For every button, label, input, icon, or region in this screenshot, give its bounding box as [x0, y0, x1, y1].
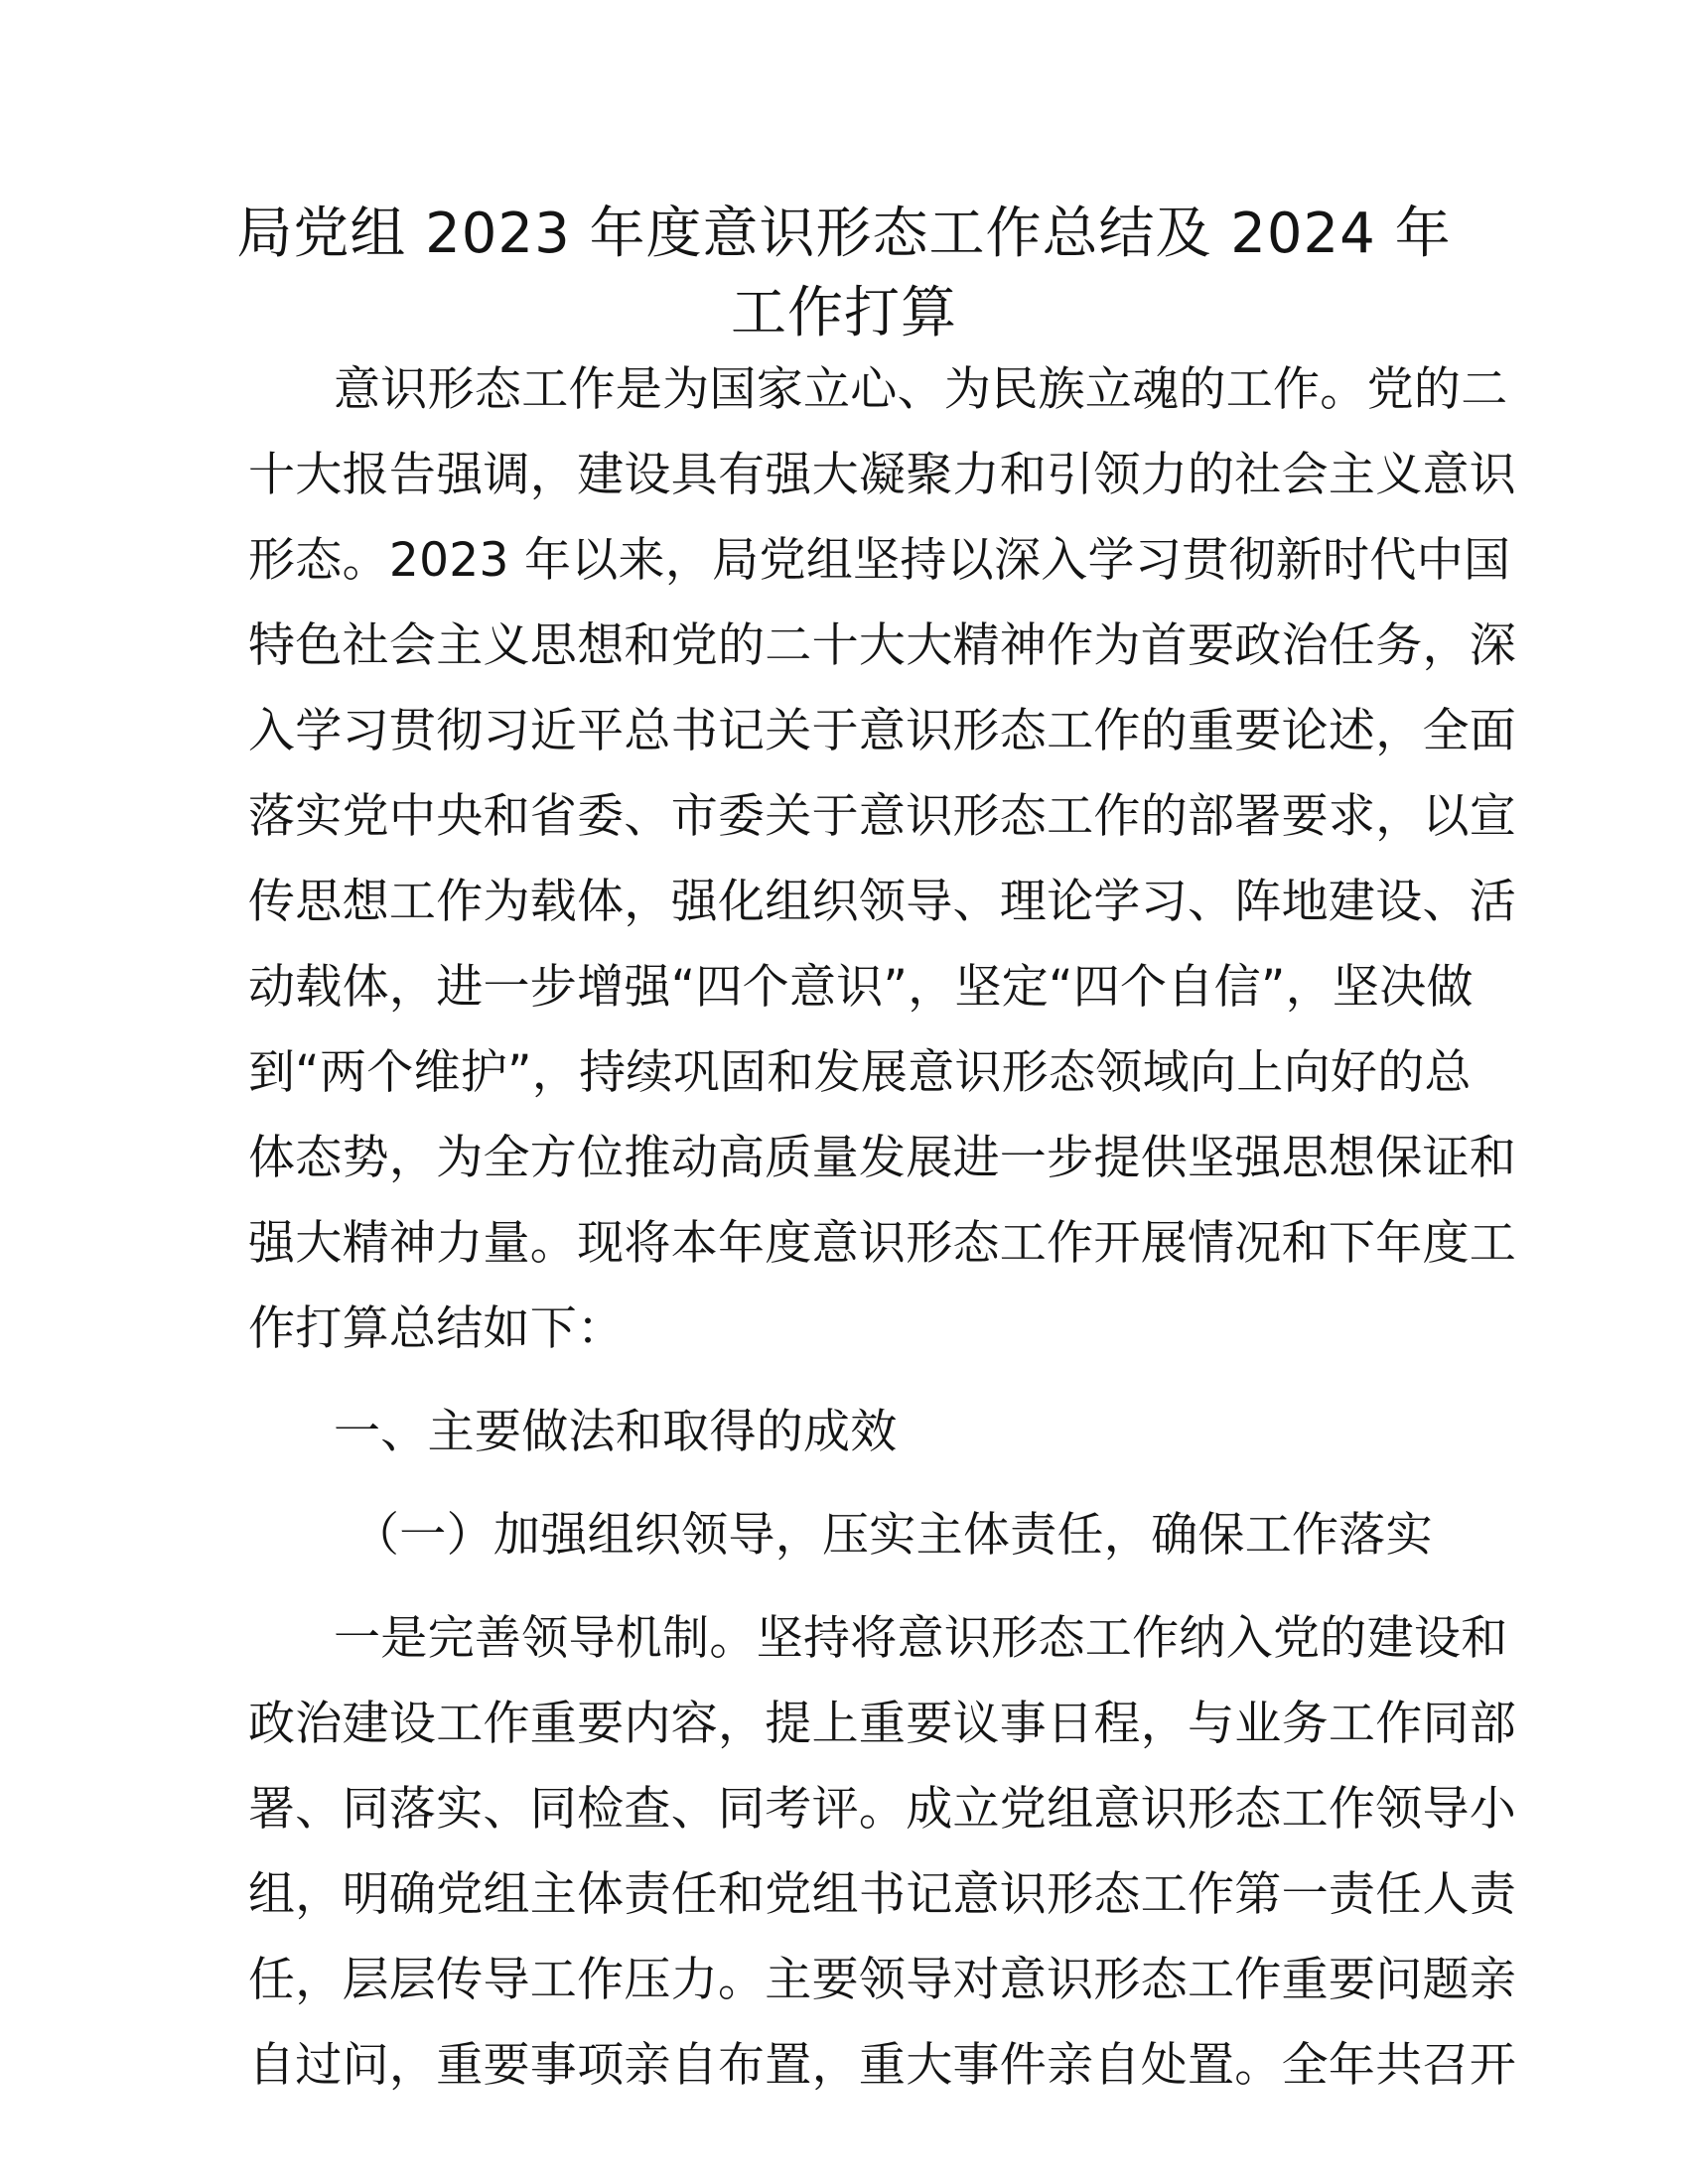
paragraph-line: 形态。2023 年以来，局党组坚持以深入学习贯彻新时代中国	[248, 533, 1511, 588]
paragraph-line: 动载体，进一步增强“四个意识”，坚定“四个自信”，坚决做	[248, 960, 1474, 1015]
section-heading: 一、主要做法和取得的成效	[334, 1405, 898, 1459]
intro-paragraph	[248, 347, 1517, 1372]
paragraph-line: 一是完善领导机制。坚持将意识形态工作纳入党的建设和	[334, 1611, 1508, 1666]
paragraph-line: 十大报告强调，建设具有强大凝聚力和引领力的社会主义意识	[248, 448, 1517, 502]
title-line-2: 工作打算	[731, 281, 957, 345]
paragraph-line: 强大精神力量。现将本年度意识形态工作开展情况和下年度工	[248, 1216, 1517, 1271]
paragraph-line: 政治建设工作重要内容，提上重要议事日程，与业务工作同部	[248, 1697, 1517, 1751]
paragraph-line: 传思想工作为载体，强化组织领导、理论学习、阵地建设、活	[248, 875, 1517, 929]
paragraph-line: 特色社会主义思想和党的二十大大精神作为首要政治任务，深	[248, 618, 1517, 673]
paragraph-line: 任，层层传导工作压力。主要领导对意识形态工作重要问题亲	[248, 1953, 1517, 2007]
body-paragraph	[248, 1596, 1517, 2109]
title-line-1: 局党组 2023 年度意识形态工作总结及 2024 年	[236, 202, 1452, 266]
paragraph-line: 组，明确党组主体责任和党组书记意识形态工作第一责任人责	[248, 1867, 1517, 1922]
paragraph-line: 意识形态工作是为国家立心、为民族立魂的工作。党的二	[334, 362, 1508, 417]
paragraph-line: 体态势，为全方位推动高质量发展进一步提供坚强思想保证和	[248, 1131, 1517, 1185]
paragraph-line: 落实党中央和省委、市委关于意识形态工作的部署要求，以宣	[248, 789, 1517, 844]
paragraph-line: 署、同落实、同检查、同考评。成立党组意识形态工作领导小	[248, 1782, 1517, 1837]
paragraph-line: 入学习贯彻习近平总书记关于意识形态工作的重要论述，全面	[248, 704, 1517, 758]
paragraph-line: 自过问，重要事项亲自布置，重大事件亲自处置。全年共召开	[248, 2038, 1517, 2093]
subsection-heading: （一）加强组织领导，压实主体责任，确保工作落实	[352, 1508, 1433, 1563]
paragraph-line: 作打算总结如下：	[248, 1301, 625, 1356]
paragraph-line: 到“两个维护”，持续巩固和发展意识形态领域向上向好的总	[248, 1045, 1472, 1100]
document-title	[179, 195, 1509, 353]
document-body	[248, 347, 1517, 2109]
